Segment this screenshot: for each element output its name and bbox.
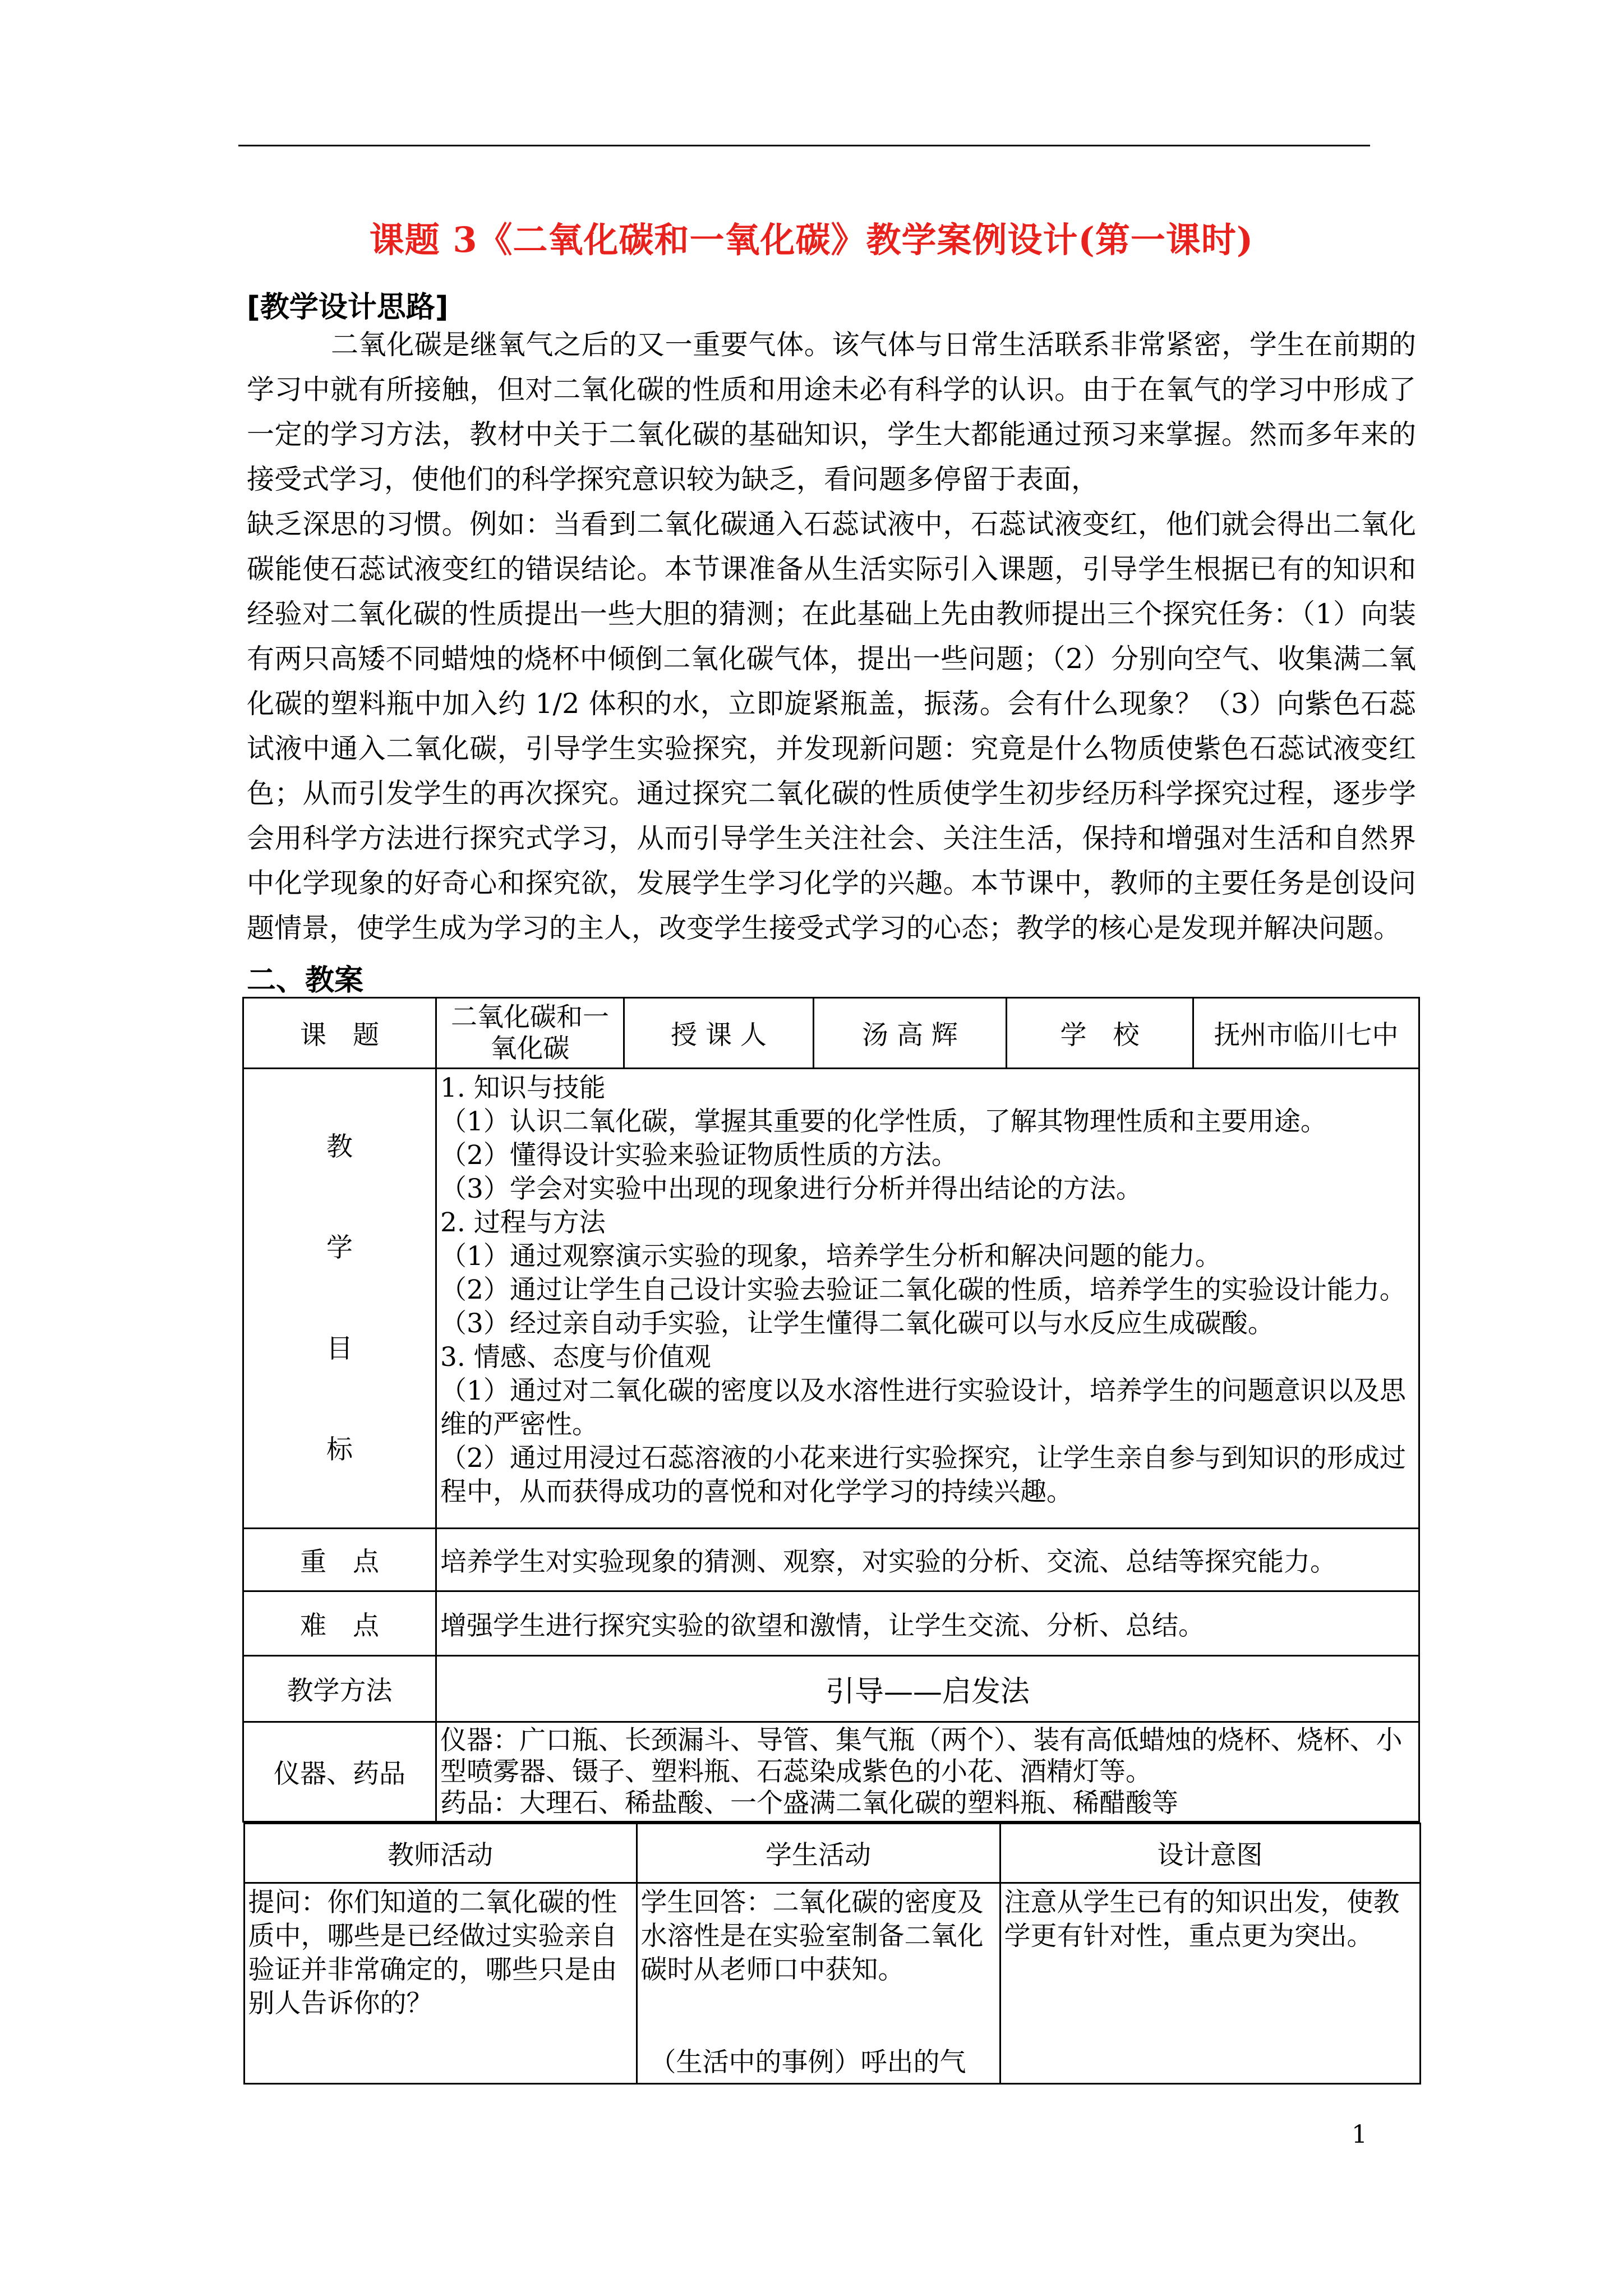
page-number: 1	[1352, 2120, 1367, 2149]
student-example: （生活中的事例）呼出的气	[649, 2047, 966, 2078]
section-heading-plan: 二、教案	[247, 964, 364, 997]
design-paragraph	[247, 323, 1416, 951]
page-title: 课题 3《二氧化碳和一氧化碳》教学案例设计(第一课时)	[369, 219, 1254, 260]
activity-wrapper	[243, 1822, 1419, 2085]
label-school: 学 校	[1007, 998, 1193, 1069]
equipment-line: 仪器：广口瓶、长颈漏斗、导管、集气瓶（两个）、装有高低蜡烛的烧杯、烧杯、小型喷雾器、镊子、塑料瓶、石蕊染成紫色的小花、酒精灯等。	[440, 1724, 1403, 1787]
lesson-plan-table	[242, 997, 1420, 2085]
goals-char-2: 学	[326, 1232, 353, 1263]
col-head-intent: 设计意图	[1000, 1824, 1420, 1883]
col-head-student: 学生活动	[637, 1824, 1000, 1883]
activity-table	[243, 1823, 1421, 2085]
goal-line: （1）认识二氧化碳，掌握其重要的化学性质，了解其物理性质和主要用途。	[440, 1106, 1327, 1137]
value-equipment	[436, 1722, 1419, 1822]
paragraph-part-1: 二氧化碳是继氧气之后的又一重要气体。该气体与日常生活联系非常紧密，学生在前期的学习中就有所接触，但对二氧化碳的性质和用途未必有科学的认识。由于在氧气的学习中形成了一定的学习方法，教材中关于二氧化碳的基础知识，学生大都能通过预习来掌握。然而多年来的接受式学习，使他们的科学探究意识较为缺乏，看问题多停留于表面，	[247, 329, 1416, 495]
goal-line: （3）学会对实验中出现的现象进行分析并得出结论的方法。	[440, 1174, 1142, 1204]
value-teacher: 汤 高 辉	[814, 998, 1007, 1069]
label-goals	[243, 1069, 436, 1529]
value-topic: 二氧化碳和一氧化碳	[436, 998, 624, 1069]
goal-line: （1）通过观察演示实验的现象，培养学生分析和解决问题的能力。	[440, 1241, 1221, 1272]
goals-char-3: 目	[326, 1333, 353, 1364]
goal-line: （1）通过对二氧化碳的密度以及水溶性进行实验设计，培养学生的问题意识以及思维的严密性。	[440, 1375, 1406, 1440]
paragraph-part-2: 缺乏深思的习惯。例如：当看到二氧化碳通入石蕊试液中，石蕊试液变红，他们就会得出二氧化碳能使石蕊试液变红的错误结论。本节课准备从生活实际引入课题，引导学生根据已有的知识和经验对二氧化碳的性质提出一些大胆的猜测；在此基础上先由教师提出三个探究任务：（1）向装有两只高矮不同蜡烛的烧杯中倾倒二氧化碳气体，提出一些问题；（2）分别向空气、收集满二氧化碳的塑料瓶中加入约 1/2 体积的水，立即旋紧瓶盖，振荡。会有什么现象？（3）向紫色石蕊试液中通入二氧化碳，引导学生实验探究，并发现新问题：究竟是什么物质使紫色石蕊试液变红色；从而引发学生的再次探究。通过探究二氧化碳的性质使学生初步经历科学探究过程，逐步学会用科学方法进行探究式学习，从而引导学生关注社会、关注生活，保持和增强对生活和自然界中化学现象的好奇心和探究欲，发展学生学习化学的兴趣。本节课中，教师的主要任务是创设问题情景，使学生成为学习的主人，改变学生接受式学习的心态；教学的核心是发现并解决问题。	[247, 508, 1416, 944]
value-key-point: 培养学生对实验现象的猜测、观察，对实验的分析、交流、总结等探究能力。	[436, 1529, 1419, 1591]
goal-line: 1. 知识与技能	[440, 1073, 606, 1103]
label-difficulty: 难 点	[243, 1591, 436, 1656]
goal-line: （2）通过让学生自己设计实验去验证二氧化碳的性质，培养学生的实验设计能力。	[440, 1274, 1406, 1305]
label-equipment: 仪器、药品	[243, 1722, 436, 1822]
cell-student-activity	[637, 1883, 1000, 2084]
equipment-line: 药品：大理石、稀盐酸、一个盛满二氧化碳的塑料瓶、稀醋酸等	[440, 1787, 1178, 1819]
goals-char-1: 教	[326, 1131, 353, 1162]
col-head-teacher: 教师活动	[244, 1824, 637, 1883]
label-key-point: 重 点	[243, 1529, 436, 1591]
label-teacher: 授 课 人	[624, 998, 814, 1069]
cell-teacher-activity: 提问：你们知道的二氧化碳的性质中，哪些是已经做过实验亲自验证并非常确定的，哪些只是由别人告诉你的？	[244, 1883, 637, 2084]
goal-line: 3. 情感、态度与价值观	[440, 1342, 711, 1373]
goal-line: 2. 过程与方法	[440, 1207, 606, 1238]
value-method: 引导——启发法	[436, 1656, 1419, 1722]
section-heading-design: [教学设计思路]	[247, 291, 449, 324]
goal-line: （3）经过亲自动手实验，让学生懂得二氧化碳可以与水反应生成碳酸。	[440, 1308, 1274, 1339]
value-difficulty: 增强学生进行探究实验的欲望和激情，让学生交流、分析、总结。	[436, 1591, 1419, 1656]
header-rule	[238, 145, 1370, 146]
value-school: 抚州市临川七中	[1193, 998, 1419, 1069]
student-answer: 学生回答：二氧化碳的密度及水溶性是在实验室制备二氧化碳时从老师口中获知。	[640, 1887, 984, 1985]
goal-line: （2）懂得设计实验来验证物质性质的方法。	[440, 1140, 958, 1171]
goals-content	[436, 1069, 1419, 1529]
goals-char-4: 标	[326, 1434, 353, 1465]
label-topic: 课 题	[243, 998, 436, 1069]
label-method: 教学方法	[243, 1656, 436, 1722]
goal-line: （2）通过用浸过石蕊溶液的小花来进行实验探究，让学生亲自参与到知识的形成过程中，从而获得成功的喜悦和对化学学习的持续兴趣。	[440, 1443, 1406, 1507]
cell-design-intent: 注意从学生已有的知识出发，使教学更有针对性，重点更为突出。	[1000, 1883, 1420, 2084]
